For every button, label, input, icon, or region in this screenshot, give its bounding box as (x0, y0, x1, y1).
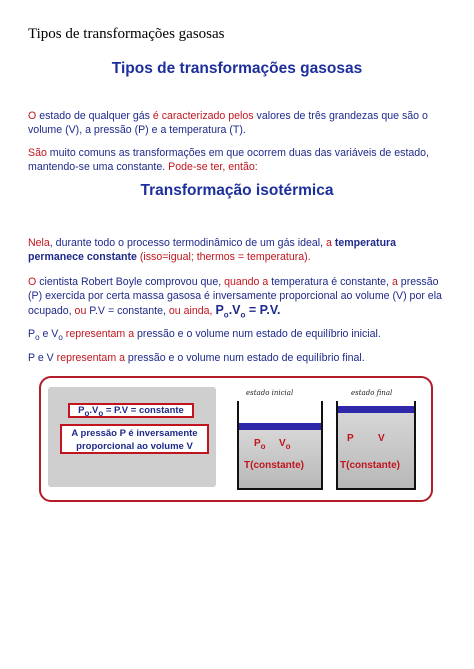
initial-piston (239, 423, 321, 430)
p3-a: Nela (28, 237, 50, 249)
initial-gas (239, 427, 321, 488)
p4-e: a (391, 276, 398, 288)
p4-i: ou ainda, (168, 305, 216, 317)
p4-j: $P_o.V_o = P.V$. (215, 303, 281, 320)
p5-b: e $V_o$ (39, 328, 63, 343)
final-temperature: T(constante) (340, 460, 400, 471)
final-gas (338, 408, 414, 488)
intro-paragraph-1 (28, 109, 448, 137)
p5-d: pressão e o volume num estado de equilíbrio inicial. (134, 328, 381, 340)
p3-d: temperatura permanece constante (28, 237, 397, 263)
note-line-2: proporcional ao volume V (76, 441, 193, 452)
p4-b: cientista Robert Boyle comprovou que, (36, 276, 225, 288)
isothermal-paragraph-1 (28, 236, 448, 264)
p1-d: valores de três grandezas que são o volume (V), a pressão (P) e a temperatura (T). (28, 110, 428, 136)
note-line-1: A pressão P é inversamente (71, 428, 198, 439)
isothermal-paragraph-2 (28, 275, 448, 323)
intro-paragraph-2 (28, 146, 448, 174)
initial-volume: $V_o$ (279, 438, 291, 451)
p3-c: a (325, 237, 332, 249)
p5-c: representam a (62, 328, 135, 340)
p4-g: ou (74, 305, 87, 317)
initial-pressure: $P_o$ (254, 438, 266, 451)
formula-box: $P_o.V_o = P.V$ = constante (68, 403, 194, 418)
p6-c: pressão e o volume num estado de equilíbrio final. (124, 352, 365, 364)
p1-a: O (28, 110, 37, 122)
initial-state-label: estado inicial (246, 389, 294, 397)
isothermal-paragraph-4 (28, 351, 448, 365)
final-volume: V (378, 433, 385, 444)
p1-b: estado de qualquer gás (36, 110, 153, 122)
p6-a: P e V (28, 352, 57, 364)
p1-c: é caracterizado pelos (152, 110, 254, 122)
p5-a: $P_o$ (28, 328, 40, 343)
p4-c: quando a (224, 276, 269, 288)
p4-h: P.V = constante, (86, 305, 169, 317)
p2-c: Pode-se ter, então: (168, 161, 258, 173)
p4-f: pressão (P) exercida por certa massa gasosa é inversamente proporcional ao volume (V) por ela ocupado, (28, 276, 442, 317)
final-state-label: estado final (351, 389, 393, 397)
p3-e: (isso=igual; thermos = temperatura). (136, 251, 311, 263)
p2-b: muito comuns as transformações em que ocorrem duas das variáveis de estado, mantendo-se uma constante. (28, 147, 430, 173)
inverse-proportion-note (60, 424, 209, 454)
p4-d: temperatura é constante, (268, 276, 392, 288)
final-piston (338, 406, 414, 413)
section-heading: Transformação isotérmica (140, 182, 334, 199)
p2-a: São (28, 147, 47, 159)
p3-b: , durante todo o processo termodinâmico de um gás ideal, (49, 237, 326, 249)
final-container (336, 401, 416, 490)
initial-temperature: T(constante) (244, 460, 304, 471)
main-heading: Tipos de transformações gasosas (111, 60, 363, 77)
p6-b: representam a (56, 352, 125, 364)
final-pressure: P (347, 433, 354, 444)
isothermal-paragraph-3 (28, 327, 448, 345)
p4-a: O (28, 276, 37, 288)
page-title: Tipos de transformações gasosas (28, 26, 225, 42)
